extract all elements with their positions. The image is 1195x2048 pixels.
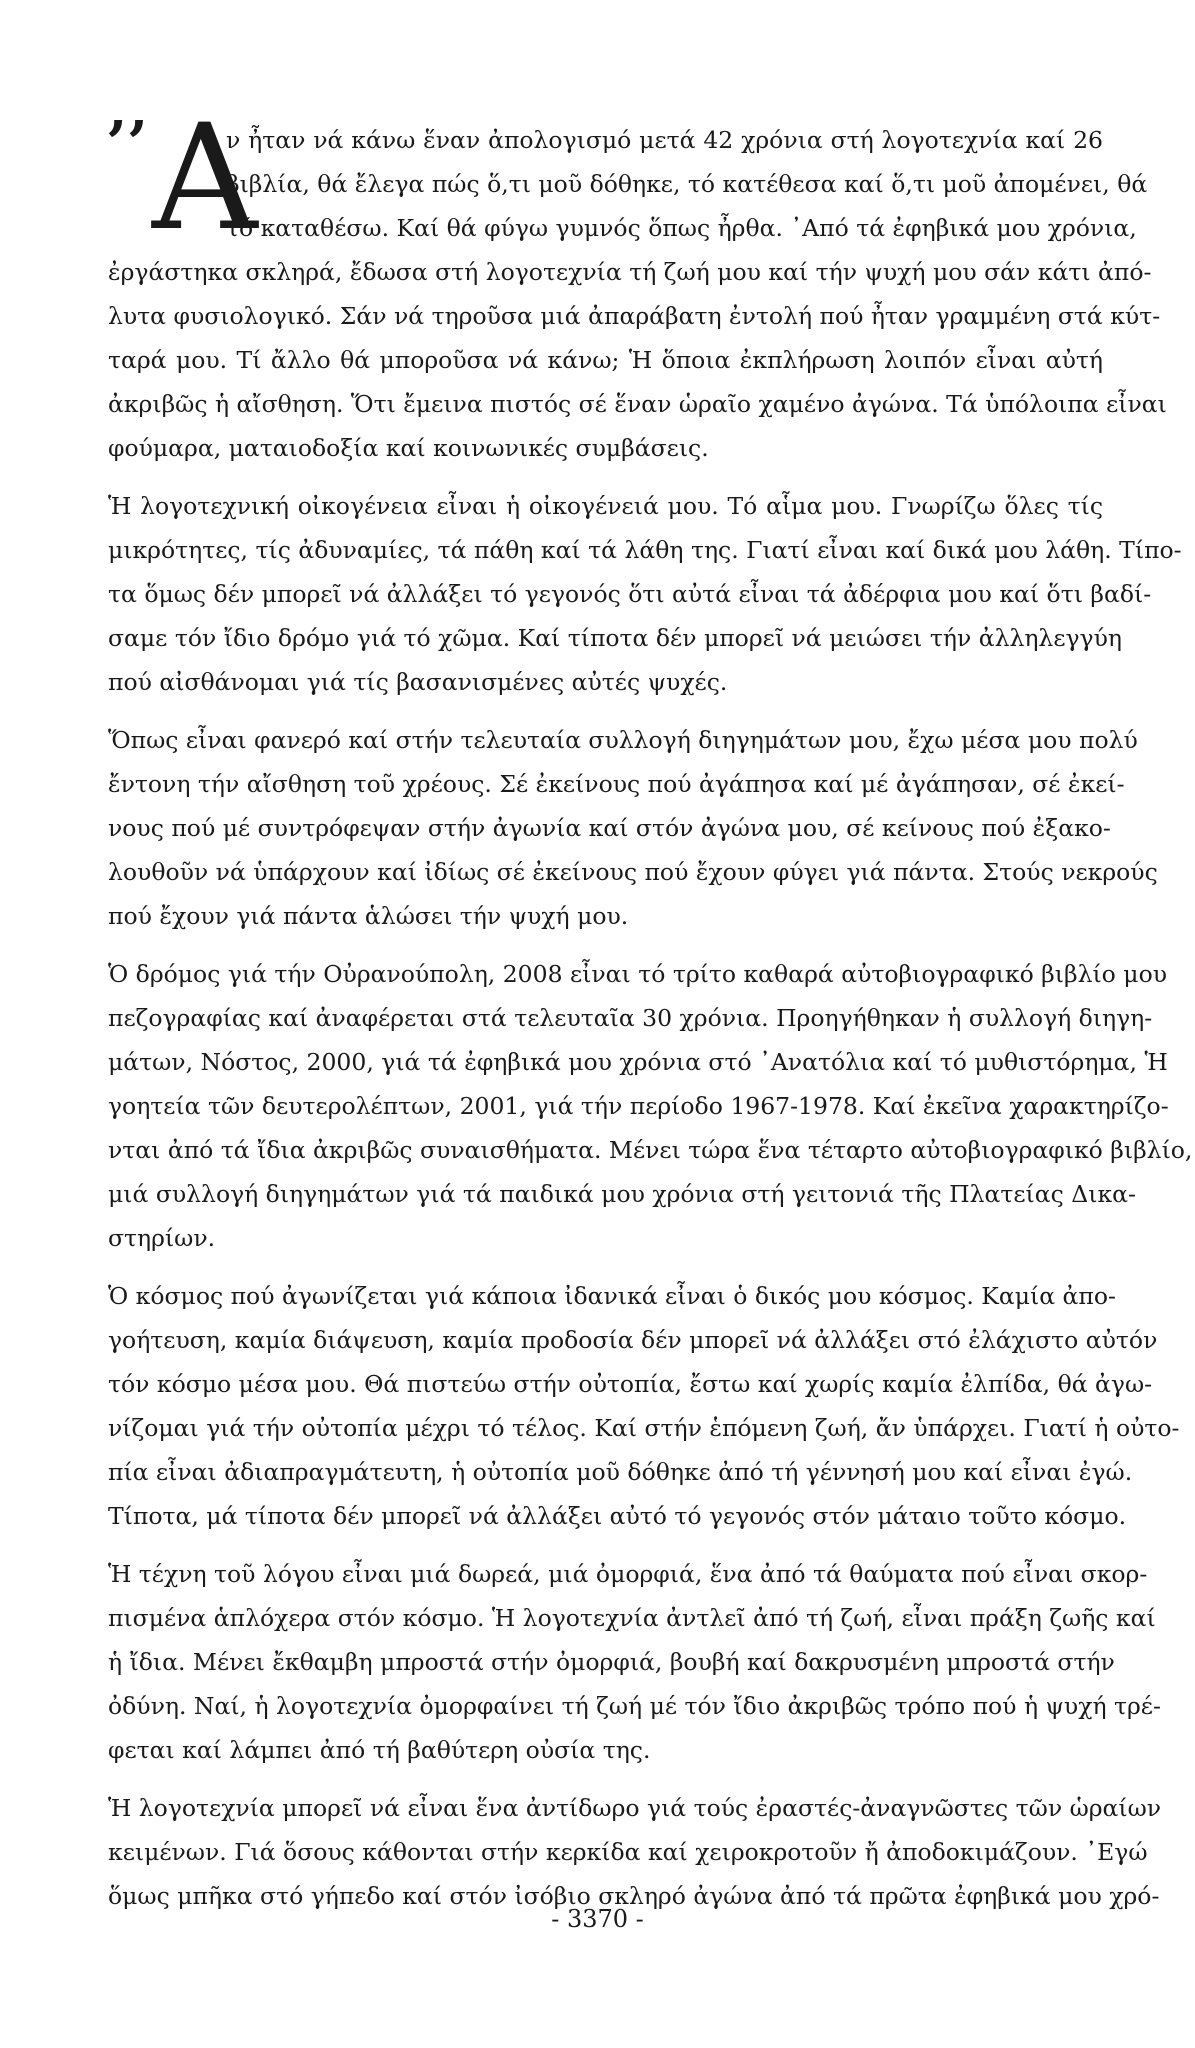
text-line: Ἡ λογοτεχνική οἰκογένεια εἶναι ἡ οἰκογένειά μου. Τό αἷμα μου. Γνωρίζω ὅλες τίς bbox=[108, 492, 1103, 520]
paragraph-3 bbox=[108, 718, 1158, 938]
text-line: Ὁ κόσμος πού ἀγωνίζεται γιά κάποια ἰδανικά εἶναι ὁ δικός μου κόσμος. Καμία ἀπο- bbox=[108, 1282, 1116, 1310]
paragraph-5 bbox=[108, 1274, 1180, 1538]
text-line: πού αἰσθάνομαι γιά τίς βασανισμένες αὐτές ψυχές. bbox=[108, 668, 728, 696]
text-line: μάτων, Νόστος, 2000, γιά τά ἐφηβικά μου χρόνια στό ᾿Ανατόλια καί τό μυθιστόρημα, Ἡ bbox=[108, 1048, 1168, 1076]
text-line: τό καταθέσω. Καί θά φύγω γυμνός ὅπως ἦρθα. ᾿Από τά ἐφηβικά μου χρόνια, bbox=[226, 214, 1137, 242]
text-line: νίζομαι γιά τήν οὐτοπία μέχρι τό τέλος. Καί στήν ἑπόμενη ζωή, ἄν ὑπάρχει. Γιατί ἡ οὐτο- bbox=[108, 1414, 1180, 1442]
paragraph-6 bbox=[108, 1552, 1161, 1772]
text-line: τόν κόσμο μέσα μου. Θά πιστεύω στήν οὐτοπία, ἔστω καί χωρίς καμία ἐλπίδα, θά ἀγω- bbox=[108, 1370, 1153, 1398]
text-line: νους πού μέ συντρόφεψαν στήν ἀγωνία καί στόν ἀγώνα μου, σέ κείνους πού ἐξακο- bbox=[108, 814, 1111, 842]
paragraph-7 bbox=[108, 1786, 1162, 1918]
text-line: λυτα φυσιολογικό. Σάν νά τηροῦσα μιά ἀπαράβατη ἐντολή πού ἦταν γραμμένη στά κύτ- bbox=[108, 302, 1161, 330]
text-line: τα ὅμως δέν μπορεῖ νά ἀλλάξει τό γεγονός ὅτι αὐτά εἶναι τά ἀδέρφια μου καί ὅτι βαδί- bbox=[108, 580, 1152, 608]
text-line: κειμένων. Γιά ὅσους κάθονται στήν κερκίδα καί χειροκροτοῦν ἤ ἀποδοκιμάζουν. ᾿Εγώ bbox=[108, 1838, 1148, 1866]
page-body bbox=[106, 93, 1193, 1932]
text-line: μικρότητες, τίς ἀδυναμίες, τά πάθη καί τά λάθη της. Γιατί εἶναι καί δικά μου λάθη. Τίπο- bbox=[108, 536, 1182, 564]
text-line: μιά συλλογή διηγημάτων γιά τά παιδικά μου χρόνια στή γειτονιά τῆς Πλατείας Δικα- bbox=[108, 1180, 1136, 1208]
dropcap-letter: Α bbox=[152, 93, 258, 263]
text-line: νται ἀπό τά ἴδια ἀκριβῶς συναισθήματα. Μένει τώρα ἕνα τέταρτο αὐτοβιογραφικό βιβλίο, bbox=[108, 1136, 1193, 1164]
text-line: ὅμως μπῆκα στό γήπεδο καί στόν ἰσόβιο σκληρό ἀγώνα ἀπό τά πρῶτα ἐφηβικά μου χρό- bbox=[108, 1882, 1160, 1910]
text-line: σαμε τόν ἴδιο δρόμο γιά τό χῶμα. Καί τίποτα δέν μπορεῖ νά μειώσει τήν ἀλληλεγγύη bbox=[108, 624, 1122, 652]
text-line: πισμένα ἁπλόχερα στόν κόσμο. Ἡ λογοτεχνία ἀντλεῖ ἀπό τή ζωή, εἶναι πράξη ζωῆς καί bbox=[108, 1604, 1156, 1632]
text-line: βιβλία, θά ἔλεγα πώς ὅ,τι μοῦ δόθηκε, τό κατέθεσα καί ὅ,τι μοῦ ἀπομένει, θά bbox=[226, 170, 1148, 198]
text-line: ἡ ἴδια. Μένει ἔκθαμβη μπροστά στήν ὀμορφιά, βουβή καί δακρυσμένη μπροστά στήν bbox=[108, 1648, 1115, 1676]
text-line: στηρίων. bbox=[108, 1224, 216, 1252]
text-line: ἔντονη τήν αἴσθηση τοῦ χρέους. Σέ ἐκείνους πού ἀγάπησα καί μέ ἀγάπησαν, σέ ἐκεί- bbox=[108, 770, 1125, 798]
page-number: - 3370 - bbox=[551, 1905, 644, 1933]
paragraph-4 bbox=[108, 952, 1193, 1260]
paragraph-2 bbox=[108, 484, 1182, 704]
text-line: γοητεία τῶν δευτερολέπτων, 2001, γιά τήν περίοδο 1967-1978. Καί ἐκεῖνα χαρακτηρίζο- bbox=[108, 1092, 1169, 1120]
text-line: Τίποτα, μά τίποτα δέν μπορεῖ νά ἀλλάξει αὐτό τό γεγονός στόν μάταιο τοῦτο κόσμο. bbox=[108, 1502, 1127, 1530]
text-line: Ὅπως εἶναι φανερό καί στήν τελευταία συλλογή διηγημάτων μου, ἔχω μέσα μου πολύ bbox=[108, 726, 1138, 754]
text-line: πία εἶναι ἀδιαπραγμάτευτη, ἡ οὐτοπία μοῦ δόθηκε ἀπό τή γέννησή μου καί εἶναι ἐγώ. bbox=[108, 1458, 1133, 1486]
text-line: ὀδύνη. Ναί, ἡ λογοτεχνία ὀμορφαίνει τή ζωή μέ τόν ἴδιο ἀκριβῶς τρόπο πού ἡ ψυχή τρέ- bbox=[108, 1692, 1161, 1720]
text-line: ἐργάστηκα σκληρά, ἔδωσα στή λογοτεχνία τή ζωή μου καί τήν ψυχή μου σάν κάτι ἀπό- bbox=[108, 258, 1152, 286]
text-line: ἀκριβῶς ἡ αἴσθηση. Ὅτι ἔμεινα πιστός σέ ἕναν ὡραῖο χαμένο ἀγώνα. Τά ὑπόλοιπα εἶναι bbox=[108, 390, 1167, 418]
text-line: φούμαρα, ματαιοδοξία καί κοινωνικές συμβάσεις. bbox=[108, 434, 709, 462]
text-line: Ἡ λογοτεχνία μπορεῖ νά εἶναι ἕνα ἀντίδωρο γιά τούς ἐραστές-ἀναγνῶστες τῶν ὡραίων bbox=[108, 1794, 1162, 1822]
text-line: φεται καί λάμπει ἀπό τή βαθύτερη οὐσία της. bbox=[108, 1736, 651, 1764]
text-line: Ἡ τέχνη τοῦ λόγου εἶναι μιά δωρεά, μιά ὀμορφιά, ἕνα ἀπό τά θαύματα πού εἶναι σκορ- bbox=[108, 1560, 1148, 1588]
text-line: πού ἔχουν γιά πάντα ἁλώσει τήν ψυχή μου. bbox=[108, 902, 629, 930]
text-line: λουθοῦν νά ὑπάρχουν καί ἰδίως σέ ἐκείνους πού ἔχουν φύγει γιά πάντα. Στούς νεκρούς bbox=[108, 858, 1158, 886]
text-line: Ὁ δρόμος γιά τήν Οὐρανούπολη, 2008 εἶναι τό τρίτο καθαρά αὐτοβιογραφικό βιβλίο μου bbox=[108, 960, 1168, 988]
text-line: γοήτευση, καμία διάψευση, καμία προδοσία δέν μπορεῖ νά ἀλλάξει στό ἐλάχιστο αὐτόν bbox=[108, 1326, 1158, 1354]
dropcap-quote: ’’ bbox=[106, 109, 148, 179]
text-line: ν ἦταν νά κάνω ἕναν ἀπολογισμό μετά 42 χρόνια στή λογοτεχνία καί 26 bbox=[226, 126, 1103, 154]
text-line: ταρά μου. Τί ἄλλο θά μποροῦσα νά κάνω; Ἡ ὅποια ἐκπλήρωση λοιπόν εἶναι αὐτή bbox=[108, 346, 1103, 374]
text-line: πεζογραφίας καί ἀναφέρεται στά τελευταῖα 30 χρόνια. Προηγήθηκαν ἡ συλλογή διηγη- bbox=[108, 1004, 1153, 1032]
paragraph-1 bbox=[106, 93, 1167, 470]
